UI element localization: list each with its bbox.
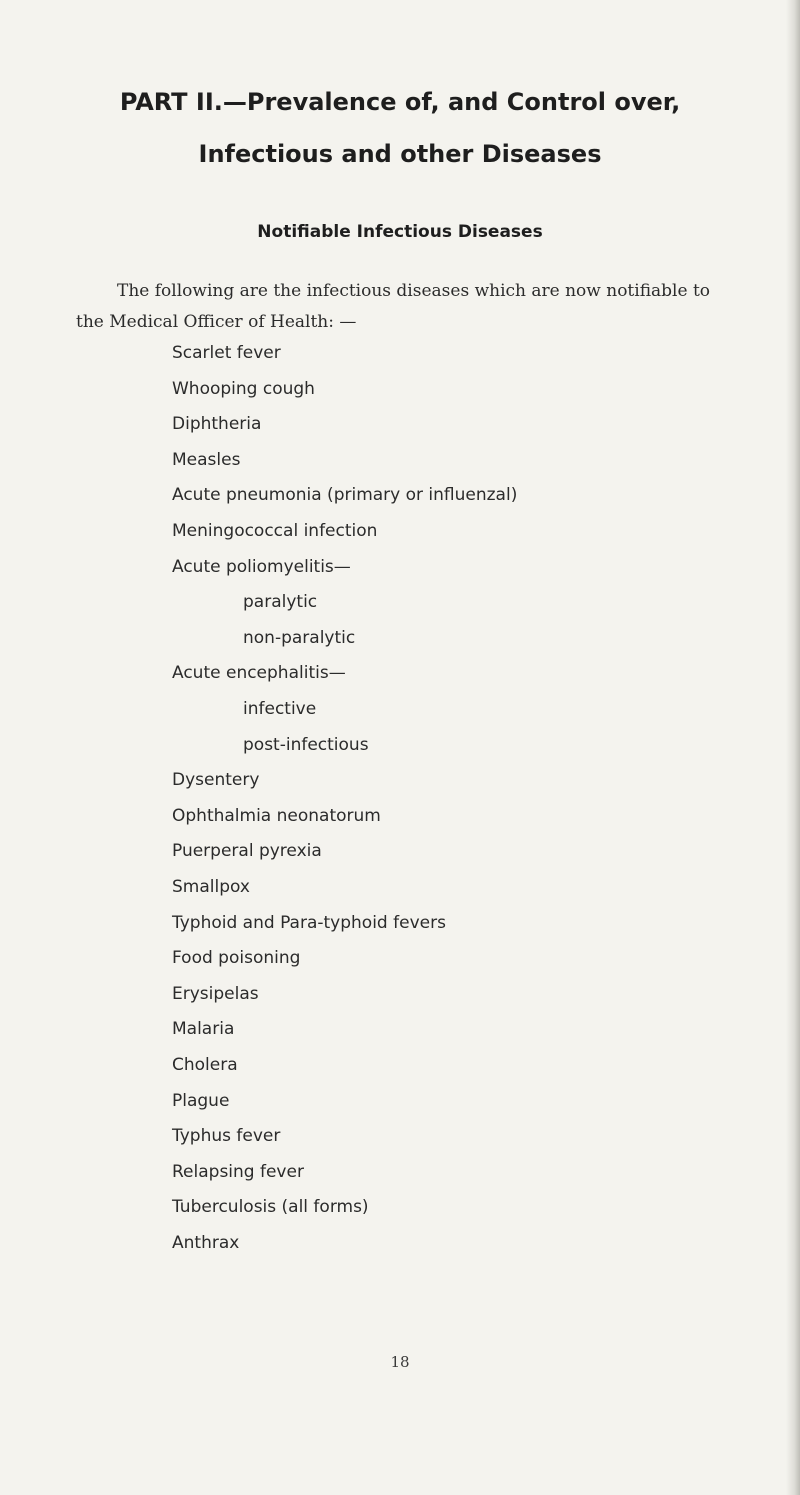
section-subheading: Notifiable Infectious Diseases [257, 222, 543, 242]
disease-item: Plague [172, 1090, 230, 1111]
disease-item: Typhus fever [172, 1126, 281, 1147]
disease-item: Cholera [172, 1055, 238, 1075]
disease-item: Meningococcal infection [172, 521, 378, 541]
disease-item: Dysentery [172, 770, 260, 791]
disease-item: Acute encephalitis— [172, 663, 346, 684]
disease-item: Smallpox [172, 877, 250, 897]
intro-text-line-2: the Medical Officer of Health: — [76, 312, 357, 332]
disease-subitem: paralytic [243, 592, 318, 613]
page-number: 18 [390, 1353, 410, 1371]
part-heading-line-2: Infectious and other Diseases [198, 140, 602, 168]
disease-subitem: post-infectious [243, 734, 369, 755]
disease-item: Tuberculosis (all forms) [172, 1197, 369, 1218]
disease-item: Scarlet fever [172, 343, 281, 363]
disease-item: Typhoid and Para-typhoid fevers [172, 912, 446, 933]
disease-item: Anthrax [172, 1233, 240, 1253]
disease-item: Ophthalmia neonatorum [172, 805, 381, 826]
disease-item: Malaria [172, 1019, 235, 1040]
part-heading-line-1: PART II.—Prevalence of, and Control over, [119, 88, 681, 116]
disease-item: Food poisoning [172, 948, 301, 969]
disease-subitem: infective [243, 699, 317, 719]
disease-item: Relapsing fever [172, 1161, 304, 1182]
disease-item: Whooping cough [172, 378, 315, 399]
disease-item: Diphtheria [172, 414, 262, 435]
disease-item: Acute poliomyelitis— [172, 556, 351, 577]
disease-item: Erysipelas [172, 983, 259, 1004]
disease-item: Puerperal pyrexia [172, 841, 322, 862]
intro-text-line-1: The following are the infectious diseases which are now notifiable to [117, 281, 711, 301]
disease-item: Measles [172, 449, 241, 470]
disease-item: Acute pneumonia (primary or influenzal) [172, 485, 518, 506]
disease-subitem: non-paralytic [243, 627, 356, 648]
